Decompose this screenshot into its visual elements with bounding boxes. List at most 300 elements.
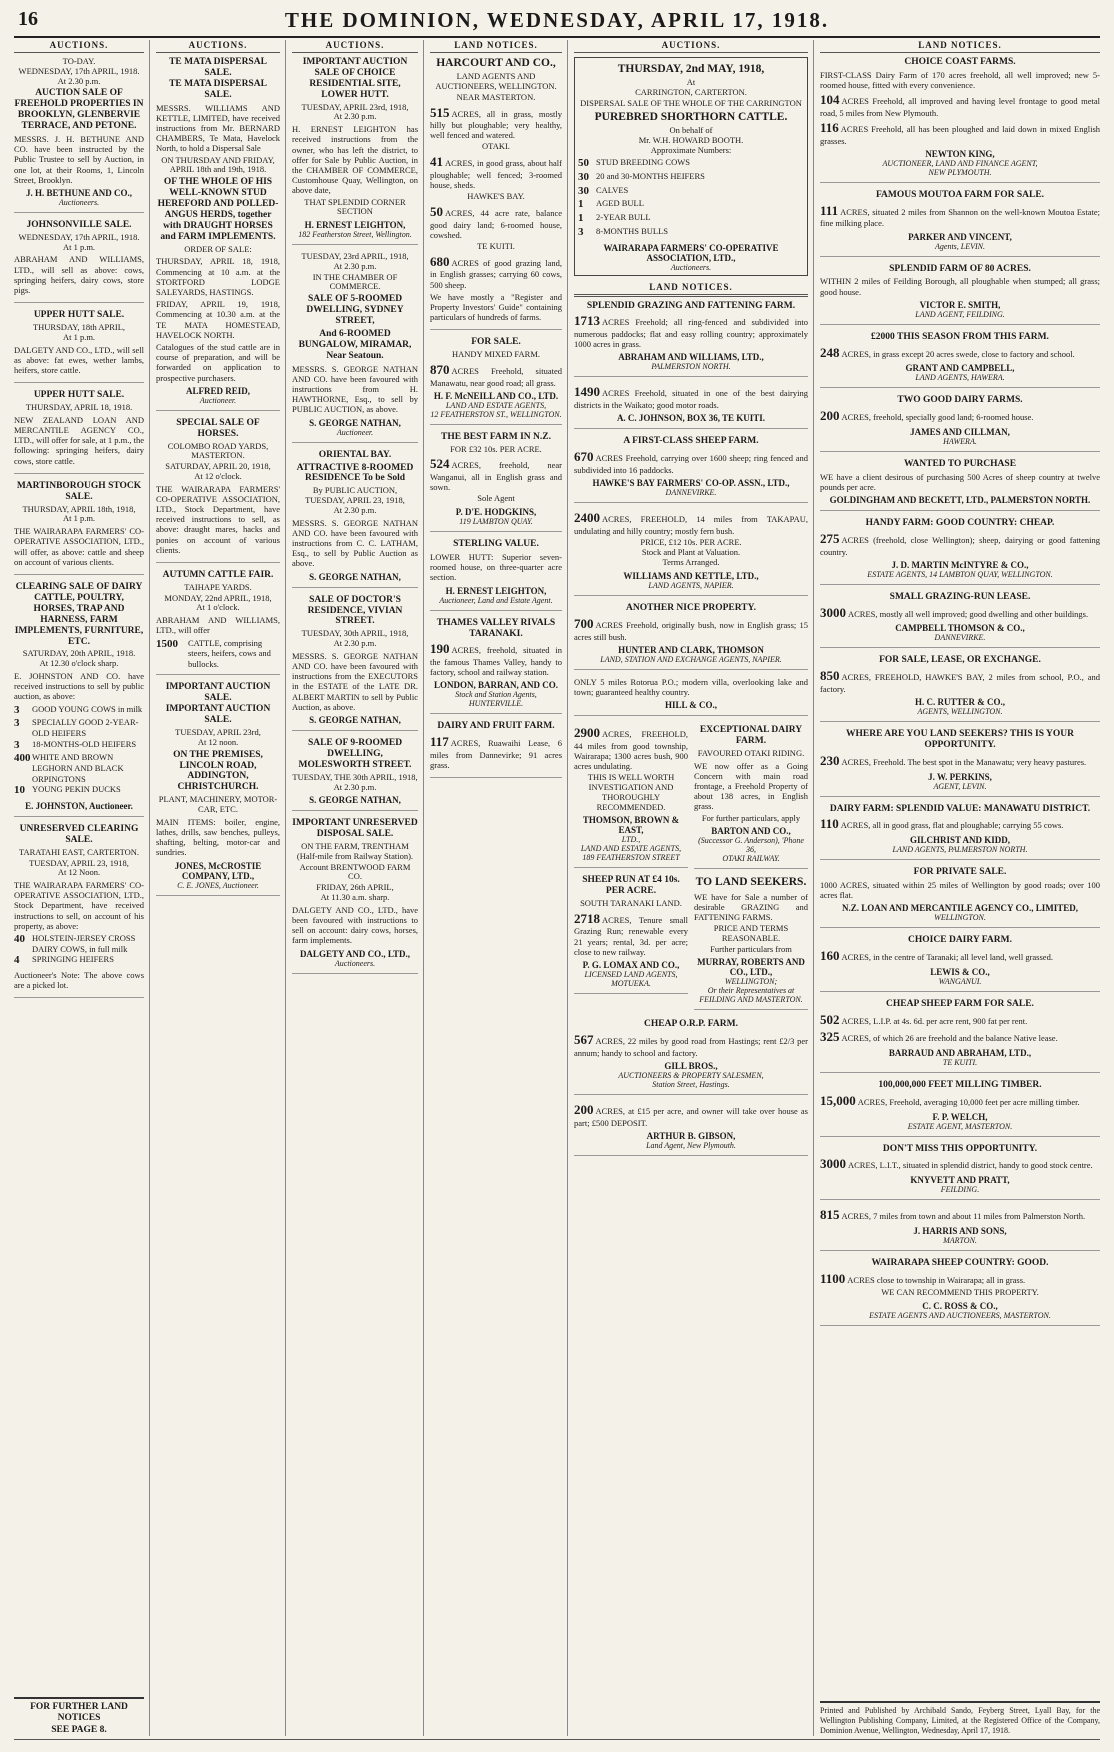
column-label: AUCTIONS. [156,40,280,53]
ad-text: ACRES Freehold, originally bush, now in English grass; 15 acres still bush. [574,619,808,642]
ad-signature: JONES, McCROSTIE COMPANY, LTD., [174,860,262,881]
ad-heading: SPECIAL SALE OF HORSES. [176,417,260,439]
lot-count: 3 [14,717,20,730]
ad-note: We have mostly a "Register and Property Investors' Guide" containing particulars of hundreds of farms. [430,291,562,323]
lot-text: STUD BREEDING COWS [596,157,690,168]
ad-signature-title: MARTON. [943,1235,977,1245]
ad-signature-title: AUCTIONEER, LAND AND FINANCE AGENT, NEW PLYMOUTH. [882,158,1038,177]
ad-subheading: ATTRACTIVE 8-ROOMED RESIDENCE To be Sold [296,462,414,484]
ad-heading: TWO GOOD DAIRY FARMS. [897,395,1023,406]
ad-signature-title: LAND AGENT, FEILDING. [915,309,1005,319]
land-notice [820,518,1100,585]
ad-signature: JAMES AND CILLMAN, [910,426,1010,437]
auction-ad [14,582,144,817]
ad-subheading: PLANT, MACHINERY, MOTOR-CAR, ETC. [158,794,278,815]
page-title: THE DOMINION, WEDNESDAY, APRIL 17, 1918. [284,8,830,32]
ad-body: MESSRS. S. GEORGE NATHAN AND CO. have been favoured with instructions from the EXECUTORS in the ESTATE of the LATE DR. ALBERT MARTIN to sell by Public Auction, as above. [292,650,418,712]
ad-signature: H. ERNEST LEIGHTON, [445,585,547,596]
acreage: 815 [820,1207,840,1223]
ad-text: ACRES Freehold, all improved and having level frontage to good metal road, 5 miles from New Plymouth. [820,96,1100,118]
ad-body [430,204,562,240]
lot-item [14,954,144,968]
acreage: 111 [820,202,839,218]
ad-signature: BARTON AND CO., [711,826,791,837]
ad-signature-title: Auctioneer, Land and Estate Agent. [439,595,553,605]
section-label: LAND NOTICES. [574,282,808,297]
ad-heading: PUREBRED SHORTHORN CATTLE. [594,110,788,123]
ad-heading: UPPER HUTT SALE. [33,310,125,321]
ad-signature-title: (Successor G. Anderson), 'Phone 36, OTAKI RAILWAY. [698,836,804,864]
ad-subheading: THAT SPLENDID CORNER SECTION [304,196,406,217]
ad-signature: WILLIAMS AND KETTLE, LTD., [623,570,759,581]
land-notice [820,1207,1100,1251]
ad-date: TUESDAY, APRIL 23rd, 1918, At 2.30 p.m. [301,101,409,122]
ad-text: ACRES (freehold, close Wellington); sheep, dairying or good fattening country. [820,535,1100,557]
ad-text: ACRES, 44 acre rate, balance good dairy land; 6-roomed house, cowshed. [430,207,562,240]
ad-body: LOWER HUTT: Superior seven-roomed house, on three-quarter acre section. [430,552,562,583]
ad-body: ABRAHAM AND WILLIAMS, LTD., will sell as above: cows, springing heifers, dairy cows, store pigs. [14,254,144,295]
acreage: 104 [820,92,840,108]
ad-text: ACRES, FREEHOLD, HAWKE'S BAY, 2 miles from school, P.O., and factory. [820,672,1100,694]
ad-signature-title: Auctioneers. [670,262,712,272]
ad-signature: GILCHRIST AND KIDD, [909,835,1011,846]
lot-text: 18-MONTHS-OLD HEIFERS [32,738,137,749]
ad-body [820,345,1100,361]
ad-body [430,154,562,190]
split-right [694,723,808,1017]
column-label: AUCTIONS. [574,40,808,53]
land-notice [820,190,1100,257]
acreage: 850 [820,668,840,684]
ad-date: WEDNESDAY, 17th APRIL, 1918. At 1 p.m. [18,231,140,252]
lot-item [14,752,144,784]
ad-text: ACRES, in the centre of Taranaki; all level land, well grassed. [841,952,1053,963]
ad-body [430,362,562,388]
ad-heading: £2000 THIS SEASON FROM THIS FARM. [871,331,1049,342]
land-notice [820,459,1100,511]
ad-date: FRIDAY, 26th APRIL, At 11.30 a.m. sharp. [316,882,394,902]
ad-signature-title: WELLINGTON; Or their Representatives at FEILDING AND MASTERTON. [699,977,803,1005]
ad-signature: LEWIS & CO., [930,966,990,977]
ad-vendor: On behalf of Mr. W.H. HOWARD BOOTH. [638,124,744,145]
acreage: 567 [574,1032,594,1048]
ad-heading: CHOICE DAIRY FARM. [908,935,1012,946]
lot-count: 1 [578,212,584,225]
land-notice [430,432,562,532]
ad-signature: NEWTON KING, [925,148,995,159]
ad-text: ACRES, of which 26 are freehold and the balance Native lease. [841,1033,1058,1044]
lot-text: YOUNG PEKIN DUCKS [32,784,121,795]
ad-place: COLOMBO ROAD YARDS, MASTERTON. [167,440,269,461]
ad-note: Sole Agent [477,493,515,504]
ad-signature: E. JOHNSTON, Auctioneer. [25,800,133,811]
ad-signature-title: AGENTS, WELLINGTON. [917,707,1003,717]
ad-heading: SALE OF DOCTOR'S RESIDENCE, VIVIAN STREET. [307,594,403,627]
acreage: 670 [574,449,594,465]
lot-text: SPRINGING HEIFERS [32,954,114,965]
lot-item [578,157,804,171]
acreage: 1490 [574,384,600,400]
ad-body: THE WAIRARAPA FARMERS' CO-OPERATIVE ASSOCIATION, LTD., Stock Department, have received instructions to sell, as above: draught mares, hacks and ponies on account of various clients. [156,483,280,555]
auction-ad [292,595,418,731]
ad-heading: TO LAND SEEKERS. [695,876,807,889]
ad-body [820,1093,1100,1109]
ad-terms: Stock and Plant at Valuation. Terms Arranged. [641,547,741,568]
ad-signature: H. F. McNEILL AND CO., LTD. [433,390,559,401]
column-2 [156,40,286,1736]
ad-signature-title: TE KUITI. [942,1057,978,1067]
ad-note: Further particulars from [710,943,792,954]
ad-body: MESSRS. S. GEORGE NATHAN AND CO. have been favoured with instructions from C. C. LATHAM, Esq., to sell by Public Auction as above. [292,517,418,569]
acreage: 15,000 [820,1092,856,1108]
ad-body [820,753,1100,769]
ad-heading: FOR SALE. [471,337,521,348]
ad-note: For further particulars, apply [701,812,801,823]
acreage: 190 [430,641,450,657]
ad-signature: P. D'E. HODGKINS, [455,507,537,518]
ad-subheading: FOR £32 10s. PER ACRE. [450,443,542,454]
ad-body [574,384,808,410]
ad-place: TE KUITI. [477,240,515,251]
ad-text: ACRES, freehold, near Wanganui, all in English grass and sown. [430,460,562,493]
ad-heading: SALE OF 9-ROOMED DWELLING, MOLESWORTH STREET. [298,738,412,770]
ad-body: MESSRS. J. H. BETHUNE AND CO. have been instructed by the Public Trustee to sell by Auction, in one lot, at their Rooms, 1, Lincoln Street, Brooklyn. [14,133,144,185]
printer-imprint: Printed and Published by Archibald Sando, Feyberg Street, Lyall Bay, for the Wellington Publishing Company, Limited, at the Registered Office of the Company, Dominion Avenue, Wellington, Wednesday, April 17, 1918. [820,1701,1100,1736]
ad-heading: FOR SALE, LEASE, OR EXCHANGE. [879,655,1041,666]
land-notice [820,1144,1100,1201]
land-notice [574,1019,808,1095]
lot-count: 30 [578,170,589,183]
land-notice [574,1102,808,1156]
ad-body: DALGETY AND CO., LTD., will sell as above: fat ewes, wether lambs, heifers, store cattle. [14,344,144,375]
ad-heading: UNRESERVED CLEARING SALE. [19,823,139,845]
ad-signature: J. HARRIS AND SONS, [913,1225,1007,1236]
ad-text: ACRES, Ruawaihi Lease, 6 miles from Dannevirke; 91 acres grass. [430,738,562,771]
ad-signature-title: ESTATE AGENTS AND AUCTIONEERS, MASTERTON. [869,1310,1051,1320]
ad-heading: And 6-ROOMED BUNGALOW, MIRAMAR, Near Seatoun. [298,328,412,361]
lot-text: HOLSTEIN-JERSEY CROSS DAIRY COWS, in full milk [32,932,136,954]
ad-signature: DALGETY AND CO., LTD., [299,948,411,959]
ad-signature-title: Auctioneer. [336,427,374,437]
ad-body [820,1012,1100,1028]
column-label: AUCTIONS. [14,40,144,53]
auction-ad [292,818,418,973]
ad-body: H. ERNEST LEIGHTON has received instructions from the owner, who has left the district, to offer for Sale by Public Auction, in the CHAMBER OF COMMERCE, Customhouse Quay, Wellington, on above date, [292,124,418,196]
auction-ad [292,57,418,245]
land-notice [694,725,808,869]
ad-signature-title: Auctioneers. [334,958,376,968]
land-notice [430,57,562,330]
ad-text: ACRES close to township in Wairarapa; all in grass. [847,1274,1026,1285]
ad-body: WE now offer as a Going Concern with main road frontage, a Freehold Property of about 138 acres, in English grass. [694,760,808,812]
ad-text: ACRES, all in grass, mostly hilly but ploughable; very healthy, well fenced and watered. [430,108,562,141]
ad-text: ACRES, in grass except 20 acres swede, close to factory and school. [841,348,1075,359]
ad-signature: HILL & CO., [664,700,717,711]
ad-body: FIRST-CLASS Dairy Farm of 170 acres freehold, all well improved; new 5-roomed house, fitted with every convenience. [820,69,1100,91]
land-notice [574,301,808,378]
ad-date: ON THURSDAY AND FRIDAY, APRIL 18th and 19th, 1918. [161,154,275,175]
ad-date: TUESDAY, 23rd APRIL, 1918, At 2.30 p.m. [301,251,409,271]
ad-signature: C. C. ROSS & CO., [922,1300,998,1311]
ad-signature: LONDON, BARRAN, AND CO. [433,680,558,691]
ad-body [820,203,1100,229]
bottom-rule [14,1739,1100,1740]
ad-body [430,105,562,141]
ad-date: SATURDAY, APRIL 20, 1918, At 12 o'clock. [165,461,271,481]
land-notice [820,57,1100,183]
land-notice [430,618,562,715]
ad-date: THURSDAY, 2nd MAY, 1918, [617,63,765,75]
ad-heading: SPLENDID GRAZING AND FATTENING FARM. [586,300,796,311]
ad-signature-title: FEILDING. [940,1185,980,1195]
ad-body: WE have for Sale a number of desirable GRAZING and FATTENING FARMS. [694,891,808,922]
ad-heading: SPLENDID FARM OF 80 ACRES. [889,263,1031,274]
ad-text: ACRES, 7 miles from town and about 11 miles from Palmerston North. [841,1211,1086,1222]
land-notice [574,677,808,716]
acreage: 515 [430,104,450,120]
ad-signature: P. G. LOMAX AND CO., [582,960,680,971]
ad-signature: S. GEORGE NATHAN, [309,795,401,806]
lot-count: 1500 [156,637,178,650]
ad-signature: KNYVETT AND PRATT, [910,1175,1010,1186]
ad-body: DALGETY AND CO., LTD., have been favoured with instructions to sell on account: dairy cows, horses, farm implements. [292,904,418,946]
ad-heading: WANTED TO PURCHASE [903,458,1017,469]
ad-heading: STERLING VALUE. [453,539,539,550]
ad-heading: CHEAP SHEEP FARM FOR SALE. [886,998,1034,1009]
auction-ad [14,310,144,383]
ad-signature: ALFRED REID, [185,385,250,396]
ad-text: ACRES, mostly all well improved; good dwelling and other buildings. [848,608,1089,619]
ad-signature-title: LICENSED LAND AGENTS, MOTUEKA. [584,970,678,989]
acreage: 2400 [574,509,600,525]
lot-text: 8-MONTHS BULLS [596,225,669,236]
ad-note: THIS IS WELL WORTH INVESTIGATION AND THOROUGHLY RECOMMENDED. [587,772,675,812]
acreage: 1713 [574,313,600,329]
ad-body [820,1271,1100,1287]
lot-count: 10 [14,784,25,797]
ad-place: ON THE PREMISES, LINCOLN ROAD, ADDINGTON, CHRISTCHURCH. [173,749,263,793]
ad-body: MESSRS. WILLIAMS AND KETTLE, LIMITED, have received instructions from Mr. BERNARD CHAMBERS, Te Mata, Havelock North, to hold a Dispersal Sale [156,102,280,154]
ad-signature: HUNTER AND CLARK, THOMSON [618,644,764,655]
ad-heading: MARTINBOROUGH STOCK SALE. [16,480,142,502]
lot-item [578,198,804,212]
ad-text: ACRES Freehold, all has been ploughed and laid down in mixed English grasses. [820,124,1100,146]
ad-subheading: LAND AGENTS AND AUCTIONEERS, WELLINGTON. [435,71,557,91]
land-notice [820,332,1100,389]
land-notice [820,999,1100,1073]
ad-signature-title: AGENT, LEVIN. [933,781,987,791]
columns [14,40,1100,1736]
ad-body [574,1032,808,1058]
ad-body: WITHIN 2 miles of Feilding Borough, all ploughable when stumped; all grass; good house. [820,276,1100,297]
land-notice [574,510,808,596]
land-notice [820,1080,1100,1137]
ad-heading: HANDY FARM: GOOD COUNTRY: CHEAP. [865,518,1055,529]
ad-heading: DAIRY AND FRUIT FARM. [437,721,555,732]
ad-date: TUESDAY, THE 30th APRIL, 1918, At 2.30 p.m. [292,771,418,792]
ad-signature: S. GEORGE NATHAN, [309,571,401,582]
acreage: 275 [820,531,840,547]
lot-text: AGED BULL [596,198,644,209]
ad-heading: CHEAP O.R.P. FARM. [644,1019,738,1030]
ad-body: E. JOHNSTON AND CO. have received instructions to sell by public auction, as above: [14,670,144,702]
ad-text: ACRES, all in good grass, flat and ploughable; carrying 55 cows. [840,820,1064,831]
split-left [574,723,688,1017]
lot-text: 2-YEAR BULL [596,212,651,223]
ad-date: TO-DAY. WEDNESDAY, 17th APRIL, 1918. At 2.30 p.m. [18,56,140,86]
ad-body [574,911,688,957]
ad-signature-title: WANGANUI. [938,976,982,986]
ad-body [820,1029,1100,1045]
ad-text: ACRES Freehold, situated in one of the best dairying districts in the Waikato; good motor roads. [574,388,808,411]
lot-text: CALVES [596,184,629,195]
auction-ad [292,450,418,588]
acreage: 524 [430,456,450,472]
auction-ad [292,738,418,811]
ad-signature-title: C. E. JONES, Auctioneer. [177,880,259,890]
ad-text: ACRES, L.I.T., situated in splendid district, handy to good stock centre. [848,1160,1093,1171]
ad-body [430,254,562,290]
lot-count: 1 [578,198,584,211]
land-notice [820,395,1100,452]
ad-heading: THE BEST FARM IN N.Z. [441,431,551,442]
ad-signature: J. W. PERKINS, [928,771,992,782]
ad-note: Catalogues of the stud cattle are in course of preparation, and will be forwarded on application to prospective purchasers. [156,341,280,383]
auction-ad [14,220,144,303]
ad-body [574,616,808,642]
ad-signature-title: LAND AGENTS, NAPIER. [648,580,734,590]
ad-signature: N.Z. LOAN AND MERCANTILE AGENCY CO., LIMITED, [842,903,1078,914]
ad-body: NEW ZEALAND LOAN AND MERCANTILE AGENCY CO., LTD., will offer for sale, at 1 p.m., the following: springing heifers, dairy cows, store cattle. [14,414,144,466]
ad-place: OTAKI. [482,141,510,152]
ad-signature: GRANT AND CAMPBELL, [905,363,1015,374]
ad-heading: IMPORTANT AUCTION SALE OF CHOICE RESIDENTIAL SITE, LOWER HUTT. [302,57,408,100]
lot-count: 3 [14,703,20,716]
ad-body [820,120,1100,146]
ad-heading: IMPORTANT AUCTION SALE. IMPORTANT AUCTION SALE. [165,682,271,726]
ad-date: TUESDAY, APRIL 23, 1918, At 12 Noon. [29,857,129,878]
lot-count: 50 [578,157,589,170]
lot-item [578,212,804,226]
ad-text: ACRES, FREEHOLD, 14 miles from TAKAPAU, undulating and hilly country; mostly fern bush. [574,513,808,536]
ad-signature-title: DANNEVIRKE. [934,633,986,643]
auction-ad [14,481,144,575]
ad-text: ACRES, at £15 per acre, and owner will take over house as part; £500 DEPOSIT. [574,1106,808,1128]
ad-heading: DAIRY FARM: SPLENDID VALUE: MANAWATU DISTRICT. [829,803,1091,814]
ad-text: ACRES, L.I.P. at 4s. 6d. per acre rent, 900 fat per rent. [841,1015,1028,1026]
lot-item [578,171,804,185]
ad-heading: AUCTION SALE OF FREEHOLD PROPERTIES IN BROOKLYN, GLENBERVIE TERRACE, AND PETONE. [14,88,144,132]
acreage: 116 [820,120,839,136]
lot-text: SPECIALLY GOOD 2-YEAR-OLD HEIFERS [32,717,139,738]
land-notice [820,729,1100,796]
lot-text: 20 and 30-MONTHS HEIFERS [596,170,705,181]
ad-place: ON THE FARM, TRENTHAM (Half-mile from Railway Station). [296,841,414,861]
ad-signature: CAMPBELL THOMSON & CO., [895,623,1025,634]
acreage: 325 [820,1029,840,1045]
acreage: 200 [820,408,840,424]
ad-order: ORDER OF SALE: [184,243,252,254]
acreage: 110 [820,816,839,832]
ad-heading: TE MATA DISPERSAL SALE. TE MATA DISPERSAL SALE. [169,57,267,100]
ad-body: WE have a client desirous of purchasing 500 Acres of sheep country at twelve pounds per acre. [820,471,1100,492]
column-label: LAND NOTICES. [430,40,562,53]
ad-signature-title: LAND AGENTS, PALMERSTON NORTH. [892,845,1028,855]
ad-note: WE CAN RECOMMEND THIS PROPERTY. [881,1287,1039,1298]
acreage: 3000 [820,1156,846,1172]
ad-body: THURSDAY, APRIL 18, 1918, Commencing at 10 a.m. at the STORTFORD LODGE SALEYARDS, HASTINGS. [156,256,280,298]
ad-date: THURSDAY, APRIL 18th, 1918, At 1 p.m. [22,503,136,524]
land-notice [820,264,1100,325]
ad-text: ACRES, 22 miles by good road from Hastings; rent £2/3 per annum; handy to school and factory. [574,1036,808,1058]
ad-heading: DON'T MISS THIS OPPORTUNITY. [882,1143,1038,1154]
ad-heading: UPPER HUTT SALE. [33,390,125,401]
ad-place: TARATAHI EAST, CARTERTON. [18,846,140,857]
ad-date: MONDAY, 22nd APRIL, 1918, At 1 o'clock. [164,592,272,613]
ad-body: ABRAHAM AND WILLIAMS, LTD., will offer [156,615,280,636]
ad-subheading: HANDY MIXED FARM. [451,349,541,360]
ad-text: ACRES, Freehold, averaging 10,000 feet per acre milling timber. [857,1096,1080,1107]
ad-signature-title: 119 LAMBTON QUAY. [459,517,533,527]
ad-body: MESSRS. S. GEORGE NATHAN AND CO. have been favoured with instructions from H. HAWTHORNE, Esq., to sell by PUBLIC AUCTION, as above. [292,363,418,415]
ad-subheading: PRICE AND TERMS REASONABLE. [713,923,789,943]
ad-body [820,816,1100,832]
ad-signature-title: Land Agent, New Plymouth. [646,1140,736,1150]
cattle-sale-ad [574,57,808,276]
ad-place: IN THE CHAMBER OF COMMERCE. [312,271,398,292]
auction-ad [14,390,144,474]
ad-signature-title: PALMERSTON NORTH. [651,362,731,372]
ad-text: ACRES Freehold, situated Manawatu, near good road; all grass. [430,365,562,388]
land-notice [820,1258,1100,1326]
ad-place: TAIHAPE YARDS. [184,581,252,592]
ad-place: NEAR MASTERTON. [456,91,536,102]
ad-body: FRIDAY, APRIL 19, 1918, Commencing at 10.30 a.m. at the TE MATA HOMESTEAD, HAVELOCK NORTH. [156,299,280,340]
ad-signature-title: LTD., LAND AND ESTATE AGENTS, 189 FEATHERSTON STREET [580,835,682,863]
ad-date: THURSDAY, APRIL 18, 1918. [25,402,133,413]
auction-ad [156,682,280,895]
ad-signature: J. H. BETHUNE AND CO., [25,187,132,198]
ad-body [574,449,808,475]
lot-item [14,933,144,954]
land-notice [820,867,1100,928]
acreage: 2718 [574,910,600,926]
ad-heading: ANOTHER NICE PROPERTY. [626,602,756,613]
ad-signature: S. GEORGE NATHAN, [309,417,401,428]
auction-ad [156,57,280,411]
land-notice [430,721,562,778]
ad-body [820,948,1100,964]
ad-body [820,531,1100,557]
ad-heading: WAIRARAPA SHEEP COUNTRY: GOOD. [871,1257,1049,1268]
ad-heading: SMALL GRAZING-RUN LEASE. [889,591,1031,602]
ad-body [820,1207,1100,1223]
ad-heading: ORIENTAL BAY. [318,449,392,460]
auction-ad [14,57,144,213]
ad-heading: THAMES VALLEY RIVALS TARANAKI. [436,617,556,639]
ad-text: ACRES, situated 2 miles from Shannon on the well-known Moutoa Estate; fine milking place. [820,206,1100,229]
ad-heading: A FIRST-CLASS SHEEP FARM. [623,436,759,447]
ad-date: TUESDAY, APRIL 23rd, At 12 noon. [175,727,261,747]
lot-item [14,784,144,798]
ad-subheading: Account BRENTWOOD FARM CO. [299,861,411,882]
ad-signature-title: 182 Featherston Street, Wellington. [298,230,412,240]
ad-date: SATURDAY, 20th APRIL, 1918. At 12.30 o'clock sharp. [22,648,136,669]
ad-body [574,1102,808,1128]
land-notice [694,876,808,1010]
ad-heading: SALE OF 5-ROOMED DWELLING, SYDNEY STREET, [306,294,404,326]
ad-body [430,641,562,677]
